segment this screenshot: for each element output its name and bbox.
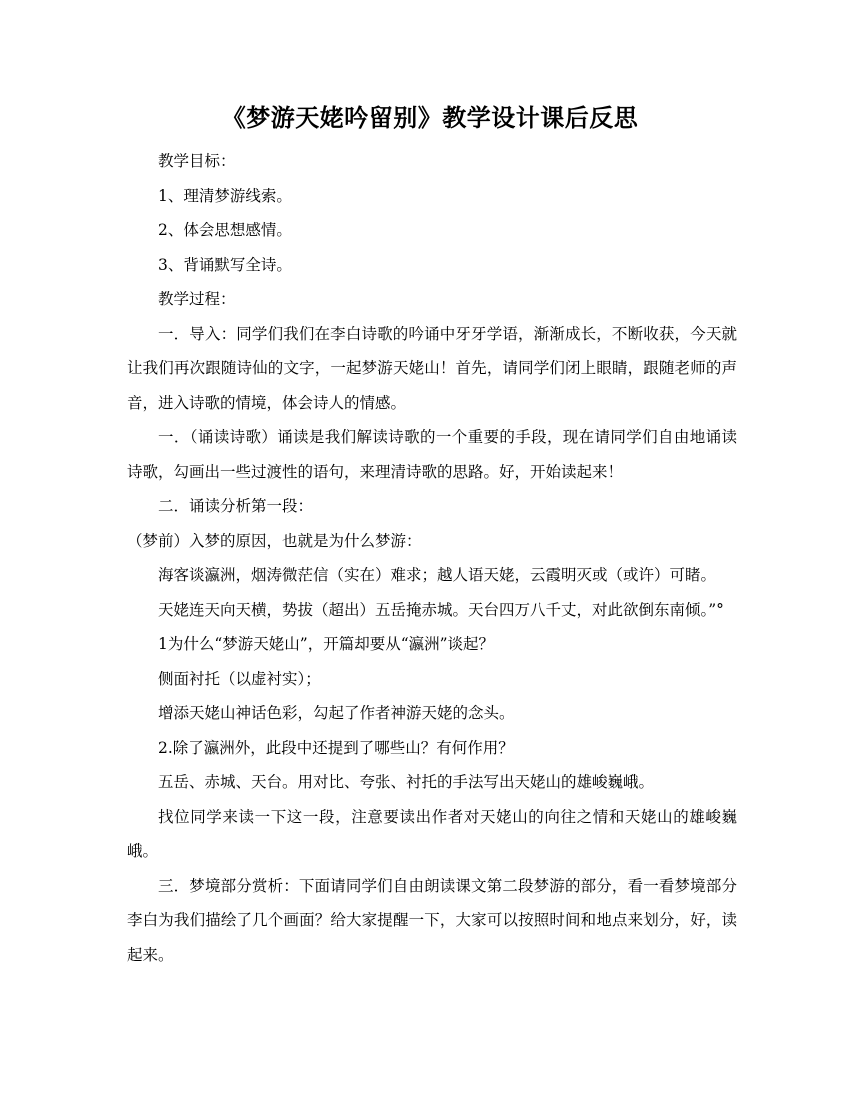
paragraph-goals-heading: 教学目标：	[158, 152, 236, 170]
paragraph-goal-2: 2、体会思想感情。	[158, 221, 292, 239]
paragraph-answer-1b: 增添天姥山神话色彩，勾起了作者神游天姥的念头。	[158, 704, 515, 722]
paragraph-goal-1: 1、理清梦游线索。	[158, 186, 292, 205]
paragraph-dream-reason: （梦前）入梦的原因，也就是为什么梦游：	[127, 531, 422, 550]
paragraph-question-2: 2.除了瀛洲外，此段中还提到了哪些山？有何作用？	[158, 738, 514, 757]
document-body	[127, 144, 737, 972]
paragraph-poem-lines-1: 海客谈瀛洲，烟涛微茫信（实在）难求；越人语天姥，云霞明灭或（或许）可睹。	[158, 566, 717, 584]
paragraph-answer-1a: 侧面衬托（以虚衬实）；	[158, 669, 321, 688]
paragraph-question-1: 1为什么“梦游天姥山”，开篇却要从“瀛洲”谈起？	[158, 635, 495, 653]
paragraph-poem-lines-2: 天姥连天向天横，势拔（超出）五岳掩赤城。天台四万八千丈，对此欲倒东南倾。”°	[158, 600, 724, 619]
paragraph-section-two-heading: 二．诵读分析第一段：	[158, 497, 314, 515]
paragraph-reading-task: 找位同学来读一下这一段，注意要读出作者对天姥山的向往之情和天姥山的雄峻巍峨。	[127, 807, 737, 860]
paragraph-answer-2: 五岳、赤城、天台。用对比、夸张、衬托的手法写出天姥山的雄峻巍峨。	[158, 773, 655, 791]
paragraph-recitation: 一．（诵读诗歌）诵读是我们解读诗歌的一个重要的手段，现在请同学们自由地诵读诗歌，勾画出一些过渡性的语句，来理清诗歌的思路。好，开始读起来！	[127, 428, 737, 481]
document-title: 《梦游天姥吟留别》教学设计课后反思	[221, 103, 639, 132]
paragraph-section-three: 三．梦境部分赏析：下面请同学们自由朗读课文第二段梦游的部分，看一看梦境部分李白为我们描绘了几个画面？给大家提醒一下，大家可以按照时间和地点来划分，好，读起来。	[127, 876, 737, 964]
paragraph-process-heading: 教学过程：	[158, 290, 236, 308]
paragraph-introduction: 一．导入：同学们我们在李白诗歌的吟诵中牙牙学语，渐渐成长，不断收获，今天就让我们再次跟随诗仙的文字，一起梦游天姥山！首先，请同学们闭上眼睛，跟随老师的声音，进入诗歌的情境，体会诗人的情感。	[127, 324, 737, 412]
paragraph-goal-3: 3、背诵默写全诗。	[158, 255, 292, 274]
